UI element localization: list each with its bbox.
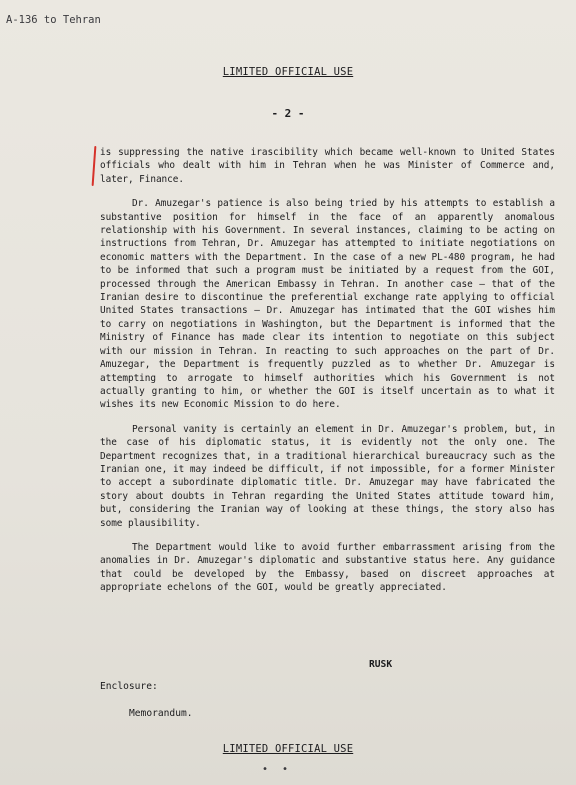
bottom-mark: • •: [262, 764, 293, 775]
paragraph-4: The Department would like to avoid further embarrassment arising from the anomalies in Dr. Amuzegar's diplomatic and substantive status here. Any guidance that could be developed by the Embassy, based on discreet approaches at appropriate echelons of the GOI, would be greatly appreciated.: [100, 541, 555, 594]
enclosure-label: Enclosure:: [100, 681, 158, 692]
page-number: - 2 -: [271, 107, 305, 120]
paragraph-3: Personal vanity is certainly an element in Dr. Amuzegar's problem, but, in the case of his diplomatic status, it is evidently not the only one. The Department recognizes that, in a traditional hierarchical bureaucracy such as the Iranian one, it may indeed be difficult, if not impossible, for a former Minister to accept a subordinate diplomatic title. Dr. Amuzegar may have fabricated the story about doubts in Tehran regarding the United States attitude toward him, but, considering the Iranian way of looking at these things, the story also has some plausibility.: [100, 423, 555, 529]
classification-header: LIMITED OFFICIAL USE: [222, 66, 354, 78]
paragraph-1: is suppressing the native irascibility which became well-known to United States officials who dealt with him in Tehran when he was Minister of Commerce and, later, Finance.: [100, 147, 555, 185]
red-margin-mark: [92, 146, 97, 186]
document-body: [100, 146, 555, 606]
classification-footer: LIMITED OFFICIAL USE: [222, 743, 354, 755]
document-reference: A-136 to Tehran: [6, 14, 101, 26]
signature: RUSK: [369, 659, 393, 670]
paragraph-2: Dr. Amuzegar's patience is also being tried by his attempts to establish a substantive position for himself in the face of an apparently anomalous relationship with his Government. In several instances, claiming to be acting on instructions from Tehran, Dr. Amuzegar has attempted to initiate negotiations on economic matters with the Department. In the case of a new PL-480 program, he had to be informed that such a program must be initiated by a request from the GOI, processed through the American Embassy in Tehran. In another case — that of the Iranian desire to discontinue the preferential exchange rate applying to official United States transactions — Dr. Amuzegar has intimated that the GOI wishes him to carry on negotiations in Washington, but the Department is informed that the Ministry of Finance has made clear its intention to negotiate on this subject with our mission in Tehran. In reacting to such approaches on the part of Dr. Amuzegar, the Department is frequently puzzled as to whether Dr. Amuzegar is attempting to arrogate to himself authorities which his Government is not actually granting to him, or whether the GOI is itself uncertain as to what it wishes its new Economic Mission to do here.: [100, 198, 555, 411]
enclosure-item: Memorandum.: [129, 708, 193, 719]
